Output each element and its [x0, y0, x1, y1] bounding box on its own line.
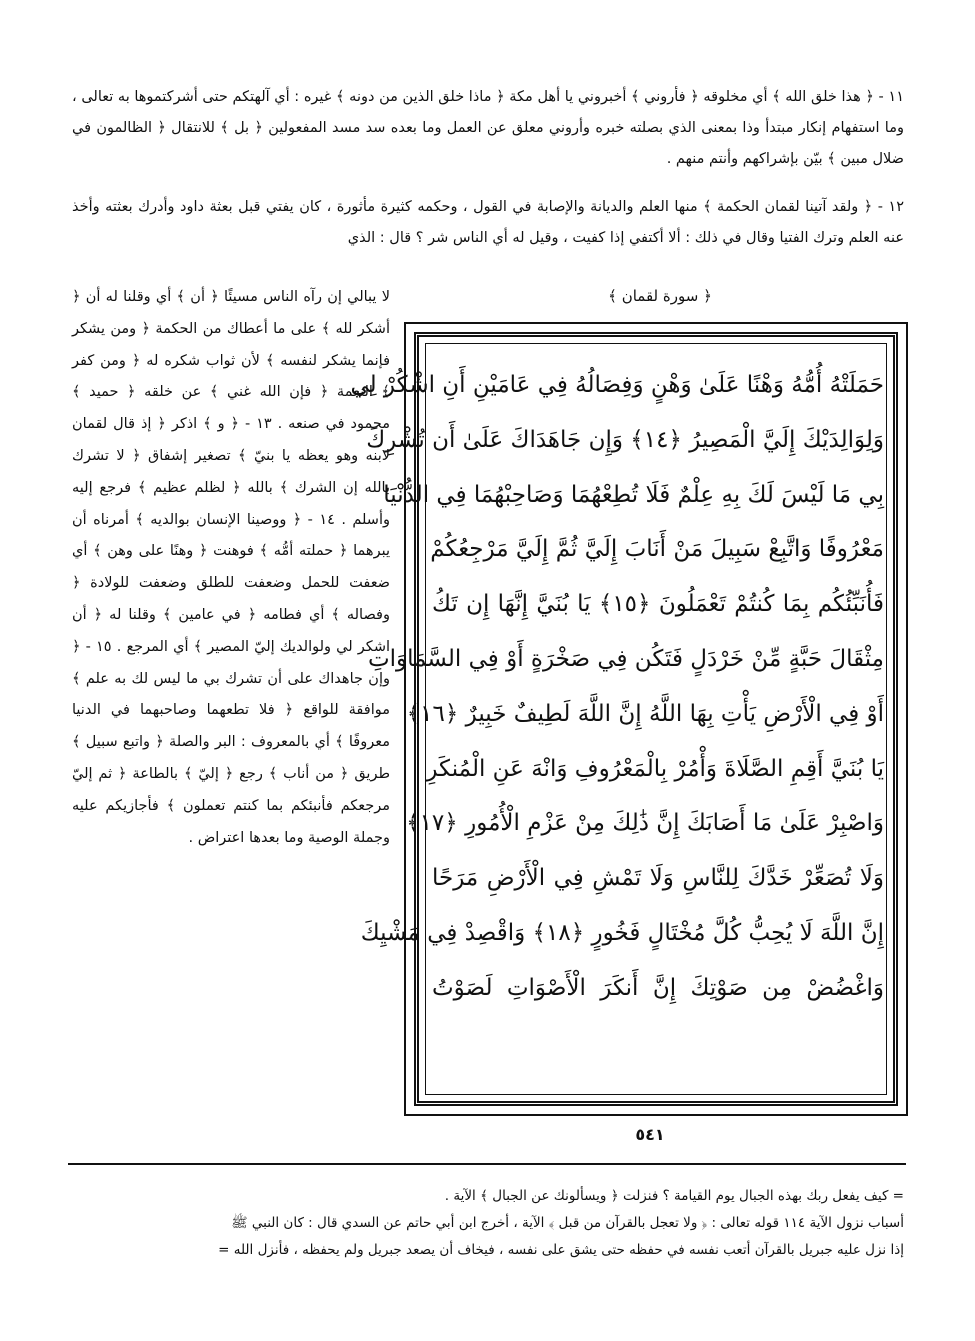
quran-text: [350, 358, 885, 1016]
footnote-line: أسباب نزول الآية ١١٤ قوله تعالى : ﴿ ولا تعجل بالقرآن من قبل ﴾ الآية ، أخرج ابن أبي حاتم عن السدي قال : كان النبي ﷺ: [231, 1215, 904, 1231]
commentary-verse-12: ١٢ - ﴿ ولقد آتينا لقمان الحكمة ﴾ منها العلم والديانة والإصابة في القول ، وحكمه كثيرة مأثورة ، كان يفتي قبل بعثة داود وأدرك بعثته وأخذ عنه العلم وترك الفتيا وقال في ذلك : ألا أكتفي إذا كفيت ، وقيل له أي الناس شر ؟ قال : الذي: [72, 199, 904, 246]
quran-line: حَمَلَتْهُ أُمُّهُ وَهْنًا عَلَىٰ وَهْنٍ وَفِصَالُهُ فِي عَامَيْنِ أَنِ اشْكُرْ لِي: [350, 372, 884, 398]
quran-line: فَأُنَبِّئُكُم بِمَا كُنتُمْ تَعْمَلُونَ ﴿١٥﴾ يَا بُنَيَّ إِنَّهَا إِن تَكُ: [432, 591, 885, 618]
quran-line: وَلَا تُصَعِّرْ خَدَّكَ لِلنَّاسِ وَلَا تَمْشِ فِي الْأَرْضِ مَرَحًا: [432, 865, 884, 892]
quran-line: إِنَّ اللَّهَ لَا يُحِبُّ كُلَّ مُخْتَالٍ فَخُورٍ ﴿١٨﴾ وَاقْصِدْ فِي مَشْيِكَ: [360, 919, 884, 946]
quran-line: وَلِوَالِدَيْكَ إِلَيَّ الْمَصِيرُ ﴿١٤﴾ وَإِن جَاهَدَاكَ عَلَىٰ أَن تُشْرِكَ: [366, 426, 884, 453]
footnote-divider: [68, 1163, 906, 1165]
page-number: ٥٤١: [635, 1125, 665, 1144]
side-commentary: لا يبالي إن رآه الناس مسيئًا ﴿ أن ﴾ أي وقلنا له أن ﴿ أشكر لله ﴾ على ما أعطاك من الحكمة ﴿ ومن يشكر فإنما يشكر لنفسه ﴾ لأن ثواب شكره له ﴿ ومن كفر ﴾ النعمة ﴿ فإن الله غني ﴾ عن خلقه ﴿ حميد ﴾ محمود في صنعه . ١٣ - ﴿ و ﴾ اذكر ﴿ إذ قال لقمان لابنه وهو يعظه يا بنيّ ﴾ تصغير إشفاق ﴿ لا تشرك بالله إن الشرك ﴾ بالله ﴿ لظلم عظيم ﴾ فرجع إليه وأسلم . ١٤ - ﴿ ووصينا الإنسان بوالديه ﴾ أمرناه أن يبرهما ﴿ حملته أمُّه ﴾ فوهنت ﴿ وهنًا على وهن ﴾ أي ضعفت للحمل وضعفت للطلق وضعفت للولادة ﴿ وفصاله ﴾ أي فطامه ﴿ في عامين ﴾ وقلنا له ﴿ أن اشكر لي ولوالديك إليّ المصير ﴾ أي المرجع . ١٥ - ﴿ وإن جاهداك على أن تشرك بي ما ليس لك به علم ﴾ موافقة للواقع ﴿ فلا تطعهما وصاحبهما في الدنيا معروفًا ﴾ أي بالمعروف : البر والصلة ﴿ واتبع سبيل ﴾ طريق ﴿ من أناب ﴾ رجع ﴿ إليّ ﴾ بالطاعة ﴿ ثم إليّ مرجعكم فأنبئكم بما كنتم تعملون ﴾ فأجازيكم عليه وجملة الوصية وما بعدها اعتراض .: [72, 289, 390, 846]
quran-line: أَوْ فِي الْأَرْضِ يَأْتِ بِهَا اللَّهُ إِنَّ اللَّهَ لَطِيفٌ خَبِيرٌ ﴿١٦﴾: [406, 700, 884, 727]
quran-line: مَعْرُوفًا وَاتَّبِعْ سَبِيلَ مَنْ أَنَابَ إِلَيَّ ثُمَّ إِلَيَّ مَرْجِعُكُمْ: [430, 536, 884, 563]
commentary-verse-11: ١١ - ﴿ هذا خلق الله ﴾ أي مخلوقه ﴿ فأروني ﴾ أخبروني يا أهل مكة ﴿ ماذا خلق الذين من دونه ﴾ غيره : أي آلهتكم حتى أشركتموها به تعالى ، وما استفهام إنكار مبتدأ وذا بمعنى الذي بصلته خبره وأروني معلق عن العمل وما بعده سد مسد المفعولين ﴿ بل ﴾ للانتقال ﴿ الظالمون في ضلال مبين ﴾ بيّن بإشراكهم وأنتم منهم .: [72, 89, 904, 167]
quran-line: بِي مَا لَيْسَ لَكَ بِهِ عِلْمٌ فَلَا تُطِعْهُمَا وَصَاحِبْهُمَا فِي الدُّنْيَا: [383, 481, 884, 508]
footnote-line: = كيف يفعل ربك بهذه الجبال يوم القيامة ؟ فنزلت ﴿ ويسألونك عن الجبال ﴾ الآية .: [444, 1188, 904, 1204]
quran-frame: [350, 322, 908, 1116]
footnote-line: إذا نزل عليه جبريل بالقرآن أتعب نفسه في حفظه حتى يشق على نفسه ، فيخاف أن يصعد جبريل ولم يحفظه ، فأنزل الله =: [218, 1242, 904, 1258]
quran-line: وَاغْضُضْ مِن صَوْتِكَ إِنَّ أَنكَرَ الْأَصْوَاتِ لَصَوْتُ: [432, 974, 884, 1001]
quran-line: يَا بُنَيَّ أَقِمِ الصَّلَاةَ وَأْمُرْ بِالْمَعْرُوفِ وَانْهَ عَنِ الْمُنكَرِ: [426, 755, 884, 782]
surah-title: ﴿ سورة لقمان ﴾: [608, 287, 712, 305]
quran-line: مِثْقَالَ حَبَّةٍ مِّنْ خَرْدَلٍ فَتَكُن فِي صَخْرَةٍ أَوْ فِي السَّمَاوَاتِ: [367, 645, 884, 672]
quran-line: وَاصْبِرْ عَلَىٰ مَا أَصَابَكَ إِنَّ ذَٰلِكَ مِنْ عَزْمِ الْأُمُورِ ﴿١٧﴾: [406, 810, 884, 837]
